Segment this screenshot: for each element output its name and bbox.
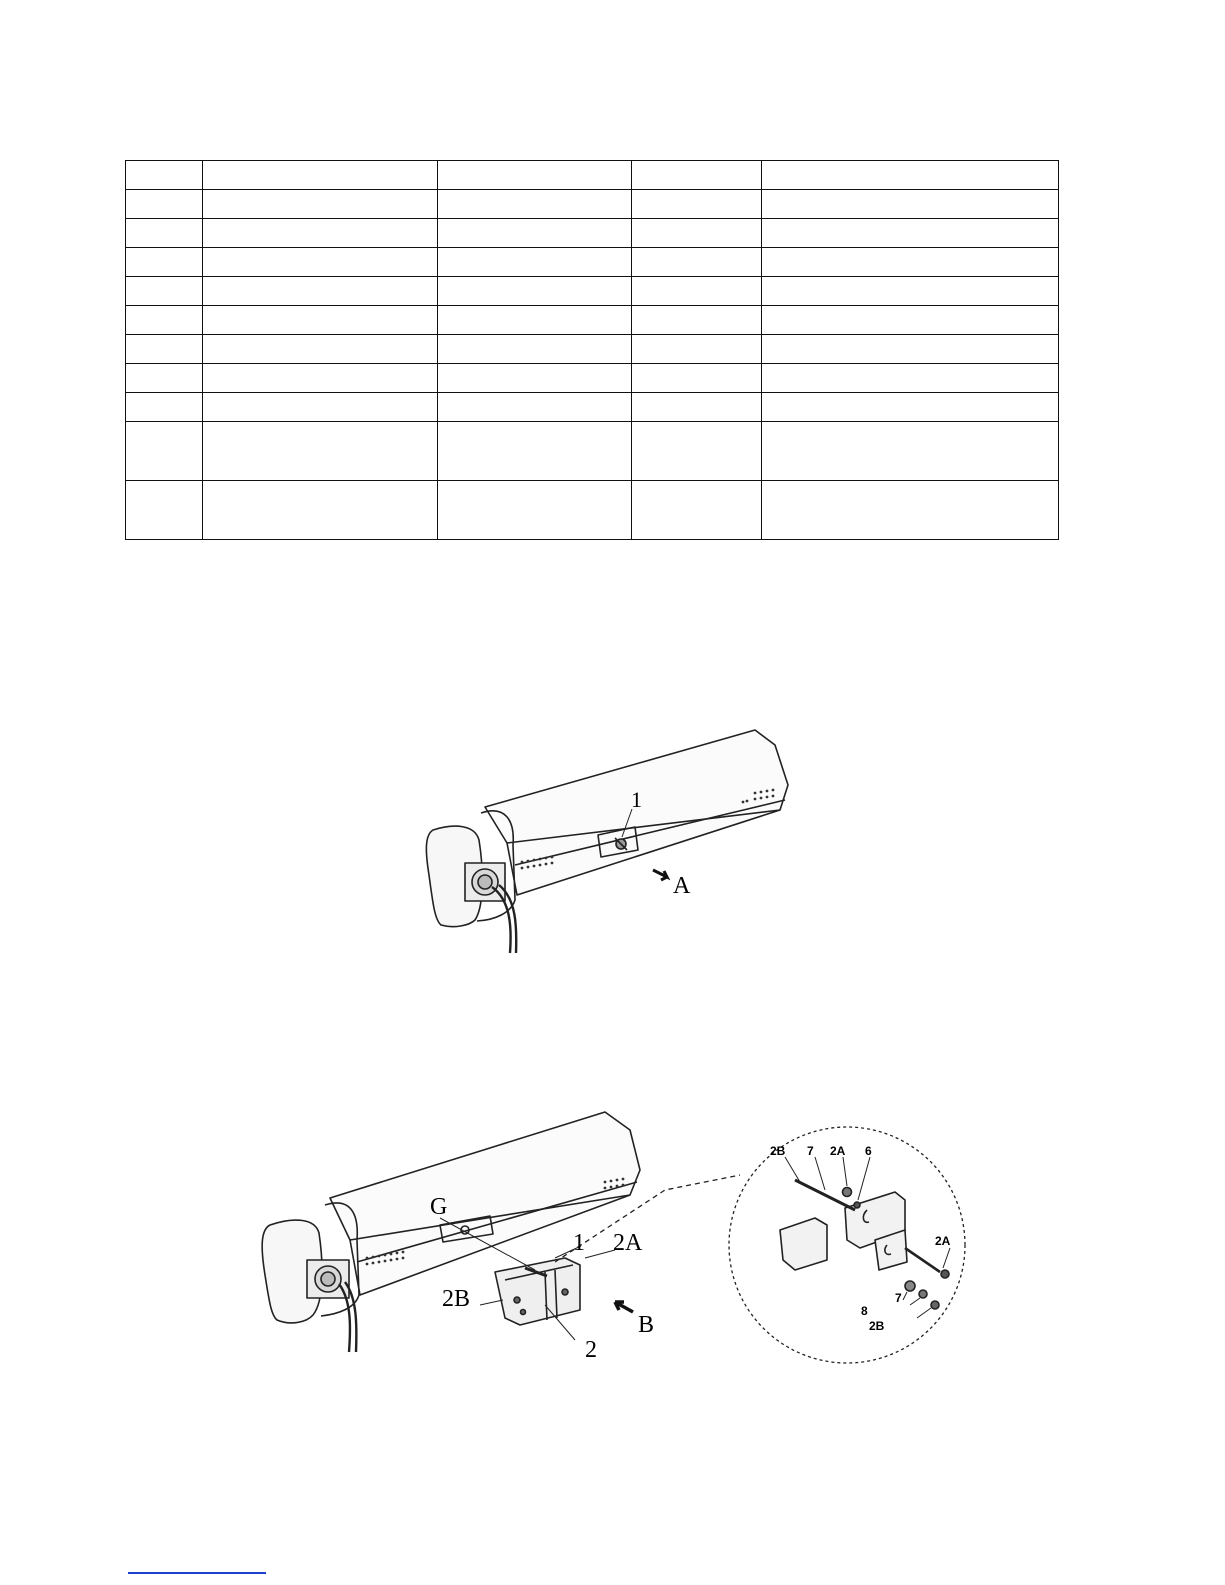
table-cell — [203, 306, 438, 335]
table-row — [126, 248, 1059, 277]
table-cell — [762, 393, 1059, 422]
parts-table — [125, 160, 1059, 540]
table-cell — [126, 335, 203, 364]
detail-label-7-top: 7 — [807, 1144, 814, 1158]
footer-link-underline[interactable] — [128, 1572, 266, 1574]
table-cell — [762, 335, 1059, 364]
label-2b: 2B — [442, 1286, 471, 1312]
figure-bracket-mounting — [255, 1100, 975, 1365]
table-cell — [203, 161, 438, 190]
table-row — [126, 335, 1059, 364]
arrow-icon — [615, 1302, 633, 1312]
table-row — [126, 481, 1059, 540]
table-cell — [762, 248, 1059, 277]
table-cell — [203, 481, 438, 540]
table-cell — [126, 364, 203, 393]
detail-label-2a-top: 2A — [830, 1144, 846, 1158]
table-cell — [438, 277, 632, 306]
table-cell — [126, 161, 203, 190]
table-cell — [203, 219, 438, 248]
table-row — [126, 364, 1059, 393]
table-row — [126, 393, 1059, 422]
table-cell — [438, 219, 632, 248]
table-cell — [126, 306, 203, 335]
table-cell — [438, 306, 632, 335]
table-cell — [632, 335, 762, 364]
arrow-label-b: B — [638, 1312, 655, 1338]
table-cell — [762, 161, 1059, 190]
heater-drawing — [415, 725, 815, 955]
table-row — [126, 190, 1059, 219]
detail-label-2a-right: 2A — [935, 1234, 951, 1248]
bracket-drawing — [255, 1100, 975, 1365]
table-cell — [762, 306, 1059, 335]
table-cell — [126, 481, 203, 540]
label-g: G — [430, 1194, 448, 1220]
table-cell — [126, 422, 203, 481]
label-1: 1 — [573, 1230, 585, 1256]
table-row — [126, 422, 1059, 481]
table-cell — [762, 277, 1059, 306]
table-cell — [632, 422, 762, 481]
table-cell — [203, 335, 438, 364]
table-cell — [126, 248, 203, 277]
table-cell — [632, 306, 762, 335]
table-cell — [203, 248, 438, 277]
table-cell — [632, 393, 762, 422]
table-cell — [632, 248, 762, 277]
table-cell — [438, 248, 632, 277]
table-cell — [438, 161, 632, 190]
table-cell — [203, 422, 438, 481]
detail-label-7-bottom: 7 — [895, 1291, 902, 1305]
table-cell — [632, 161, 762, 190]
detail-label-6: 6 — [865, 1144, 872, 1158]
table-cell — [438, 393, 632, 422]
arrow-icon — [653, 870, 667, 880]
table-row — [126, 219, 1059, 248]
table-cell — [438, 364, 632, 393]
table-row — [126, 277, 1059, 306]
table-cell — [126, 277, 203, 306]
table-cell — [126, 190, 203, 219]
table-row — [126, 306, 1059, 335]
table-cell — [632, 219, 762, 248]
table-cell — [438, 190, 632, 219]
table-cell — [438, 335, 632, 364]
table-cell — [632, 364, 762, 393]
table-cell — [126, 393, 203, 422]
callout-1: 1 — [631, 787, 642, 812]
figure-heater-removal — [415, 725, 815, 955]
table-cell — [438, 481, 632, 540]
detail-label-2b-top: 2B — [770, 1144, 786, 1158]
table-cell — [762, 422, 1059, 481]
table-cell — [762, 190, 1059, 219]
detail-label-8: 8 — [861, 1304, 868, 1318]
table-cell — [632, 481, 762, 540]
table-cell — [632, 190, 762, 219]
table-cell — [438, 422, 632, 481]
table-cell — [203, 393, 438, 422]
table-cell — [203, 277, 438, 306]
table-cell — [762, 481, 1059, 540]
table-cell — [126, 219, 203, 248]
table-cell — [632, 277, 762, 306]
table-cell — [762, 219, 1059, 248]
table-row — [126, 161, 1059, 190]
table-cell — [203, 364, 438, 393]
label-2a: 2A — [613, 1230, 643, 1256]
arrow-label-a: A — [673, 873, 691, 899]
table-cell — [203, 190, 438, 219]
detail-label-2b-bottom: 2B — [869, 1319, 885, 1333]
label-2: 2 — [585, 1337, 597, 1363]
table-cell — [762, 364, 1059, 393]
